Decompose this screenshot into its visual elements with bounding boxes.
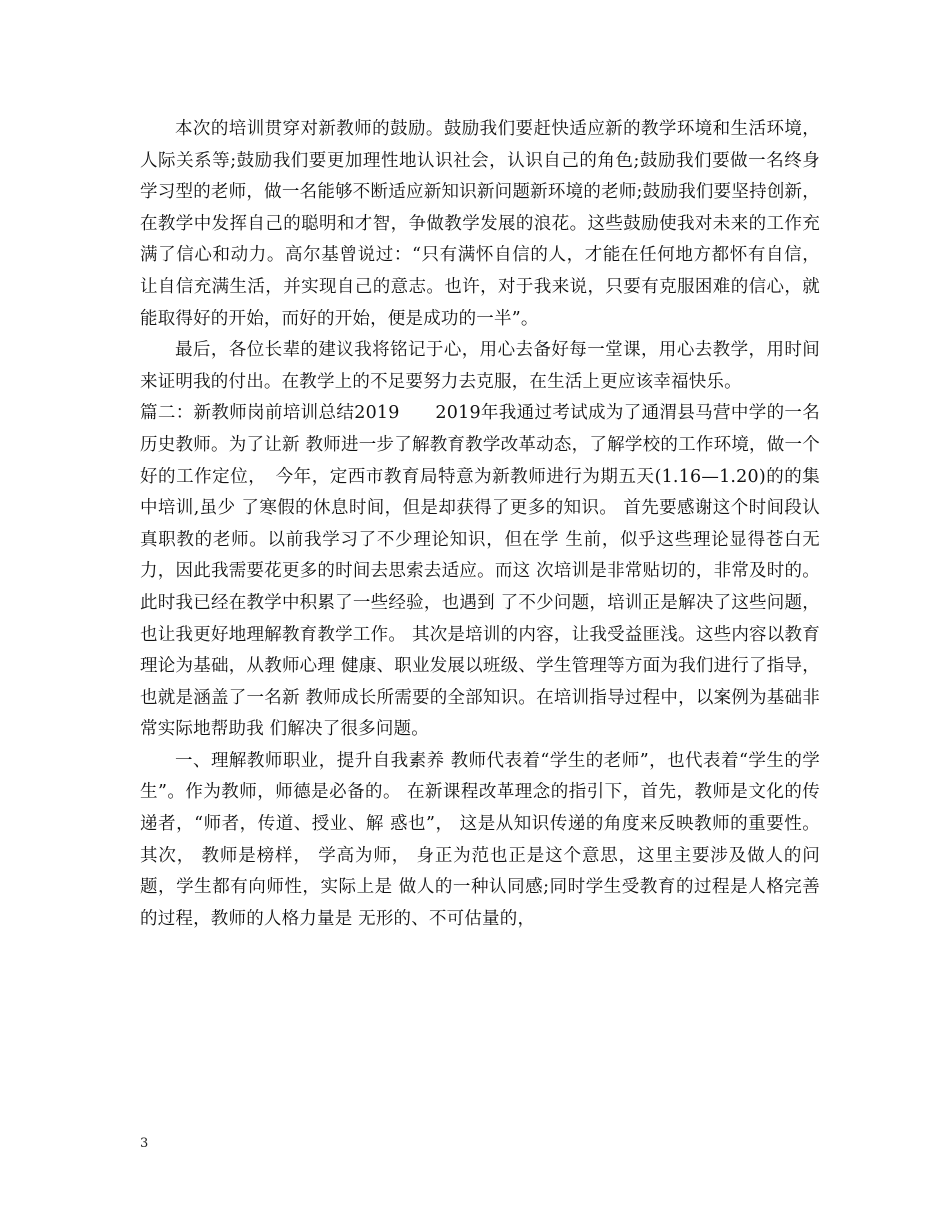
paragraph-encouragement: 本次的培训贯穿对新教师的鼓励。鼓励我们要赶快适应新的教学环境和生活环境，人际关系等;鼓励我们要更加理性地认识社会，认识自己的角色;鼓励我们要做一名终身学习型的老师，做一名能够不断适应新知识新问题新环境的老师;鼓励我们要坚持创新，在教学中发挥自己的聪明和才智，争做教学发展的浪花。这些鼓励使我对未来的工作充满了信心和动力。高尔基曾说过：“只有满怀自信的人，才能在任何地方都怀有自信，让自信充满生活，并实现自己的意志。也许，对于我来说，只要有克服困难的信心，就能取得好的开始，而好的开始，便是成功的一半”。 bbox=[140, 119, 820, 329]
page-number: 3 bbox=[140, 1136, 149, 1151]
paragraph-section-one: 一、理解教师职业，提升自我素养 教师代表着“学生的老师”，也代表着“学生的学生”。作为教师，师德是必备的。 在新课程改革理念的指引下，首先，教师是文化的传递者，“师者，传道、授业、解 惑也”， 这是从知识传递的角度来反映教师的重要性。 其次， 教师是榜样， 学高为师， 身正为范也正是这个意思，这里主要涉及做人的问题，学生都有向师性，实际上是 做人的一种认同感;同时学生受教育的过程是人格完善的过程，教师的人格力量是 无形的、不可估量的， bbox=[140, 750, 820, 929]
paragraph-part-two: 篇二：新教师岗前培训总结2019 2019年我通过考试成为了通渭县马营中学的一名历史教师。为了让新 教师进一步了解教育教学改革动态，了解学校的工作环境，做一个好的工作定位， 今年，定西市教育局特意为新教师进行为期五天(1.16—1.20)的的集中培训,虽少 了寒假的休息时间，但是却获得了更多的知识。 首先要感谢这个时间段认真职教的老师。以前我学习了不少理论知识，但在学 生前，似乎这些理论显得苍白无力，因此我需要花更多的时间去思索去适应。而这 次培训是非常贴切的，非常及时的。此时我已经在教学中积累了一些经验，也遇到 了不少问题，培训正是解决了这些问题，也让我更好地理解教育教学工作。 其次是培训的内容，让我受益匪浅。这些内容以教育理论为基础，从教师心理 健康、职业发展以班级、学生管理等方面为我们进行了指导，也就是涵盖了一名新 教师成长所需要的全部知识。在培训指导过程中，以案例为基础非常实际地帮助我 们解决了很多问题。 bbox=[140, 403, 820, 740]
paragraph-conclusion: 最后，各位长辈的建议我将铭记于心，用心去备好每一堂课，用心去教学，用时间来证明我的付出。在教学上的不足要努力去克服，在生活上更应该幸福快乐。 bbox=[140, 340, 820, 392]
document-body bbox=[140, 114, 820, 935]
